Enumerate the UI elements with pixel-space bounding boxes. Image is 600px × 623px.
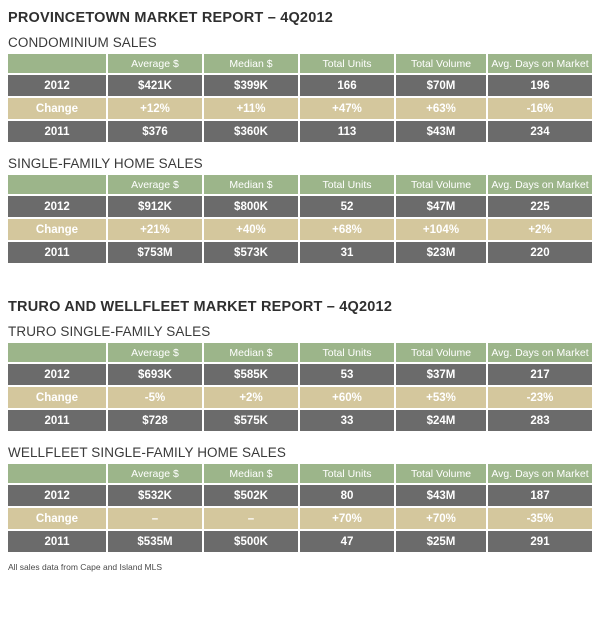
- table-row: [8, 194, 592, 217]
- cell-median: +2%: [204, 385, 300, 408]
- column-header-blank: [8, 343, 108, 362]
- cell-total-volume: $23M: [396, 240, 488, 263]
- cell-total-units: 33: [300, 408, 396, 431]
- column-header-days-on-market: Avg. Days on Market: [488, 464, 592, 483]
- cell-average: -5%: [108, 385, 204, 408]
- cell-median: –: [204, 506, 300, 529]
- table-row: [8, 408, 592, 431]
- cell-total-volume: $24M: [396, 408, 488, 431]
- row-label: 2011: [8, 240, 108, 263]
- cell-average: $376: [108, 119, 204, 142]
- column-header-median: Median $: [204, 464, 300, 483]
- table-row: [8, 362, 592, 385]
- cell-average: $912K: [108, 194, 204, 217]
- cell-median: $573K: [204, 240, 300, 263]
- cell-median: $360K: [204, 119, 300, 142]
- column-header-median: Median $: [204, 343, 300, 362]
- column-header-median: Median $: [204, 175, 300, 194]
- column-header-median: Median $: [204, 54, 300, 73]
- table-row: [8, 483, 592, 506]
- table-row: [8, 119, 592, 142]
- cell-average: $421K: [108, 73, 204, 96]
- row-label: 2012: [8, 483, 108, 506]
- footnote-data-source: All sales data from Cape and Island MLS: [8, 562, 163, 572]
- column-header-average: Average $: [108, 54, 204, 73]
- cell-median: $500K: [204, 529, 300, 552]
- section-title-single-family-home-sales: SINGLE-FAMILY HOME SALES: [8, 156, 203, 171]
- table-row: [8, 529, 592, 552]
- row-label: 2012: [8, 194, 108, 217]
- page-title: PROVINCETOWN MARKET REPORT – 4Q2012: [8, 10, 333, 26]
- cell-median: $502K: [204, 483, 300, 506]
- cell-average: $693K: [108, 362, 204, 385]
- cell-total-volume: $43M: [396, 483, 488, 506]
- row-label: 2011: [8, 408, 108, 431]
- table-header-row: [8, 343, 592, 362]
- cell-total-units: 166: [300, 73, 396, 96]
- cell-average: +12%: [108, 96, 204, 119]
- column-header-average: Average $: [108, 343, 204, 362]
- table-header-row: [8, 175, 592, 194]
- table-single-family-home-sales: [8, 175, 592, 263]
- cell-total-volume: +53%: [396, 385, 488, 408]
- column-header-days-on-market: Avg. Days on Market: [488, 54, 592, 73]
- cell-days-on-market: 217: [488, 362, 592, 385]
- cell-total-volume: $70M: [396, 73, 488, 96]
- table-header-row: [8, 464, 592, 483]
- row-label: 2011: [8, 529, 108, 552]
- cell-days-on-market: 187: [488, 483, 592, 506]
- table-header-row: [8, 54, 592, 73]
- row-label: 2011: [8, 119, 108, 142]
- column-header-total-units: Total Units: [300, 343, 396, 362]
- cell-days-on-market: -23%: [488, 385, 592, 408]
- cell-total-units: +70%: [300, 506, 396, 529]
- table-row-change: [8, 217, 592, 240]
- column-header-average: Average $: [108, 175, 204, 194]
- cell-days-on-market: 291: [488, 529, 592, 552]
- table-wellfleet-single-family-home-sales: [8, 464, 592, 552]
- cell-days-on-market: -16%: [488, 96, 592, 119]
- cell-average: $532K: [108, 483, 204, 506]
- column-header-blank: [8, 175, 108, 194]
- cell-total-units: 113: [300, 119, 396, 142]
- cell-total-units: 31: [300, 240, 396, 263]
- column-header-total-volume: Total Volume: [396, 175, 488, 194]
- column-header-average: Average $: [108, 464, 204, 483]
- cell-median: $585K: [204, 362, 300, 385]
- cell-days-on-market: 283: [488, 408, 592, 431]
- cell-median: $575K: [204, 408, 300, 431]
- cell-total-units: 80: [300, 483, 396, 506]
- section-title-condominium-sales: CONDOMINIUM SALES: [8, 35, 157, 50]
- column-header-blank: [8, 464, 108, 483]
- page-title-secondary: TRURO AND WELLFLEET MARKET REPORT – 4Q2012: [8, 299, 393, 315]
- cell-average: $728: [108, 408, 204, 431]
- section-divider: [0, 263, 600, 289]
- column-header-blank: [8, 54, 108, 73]
- cell-total-units: +60%: [300, 385, 396, 408]
- section-title-truro-single-family-sales: TRURO SINGLE-FAMILY SALES: [8, 324, 211, 339]
- row-label: 2012: [8, 73, 108, 96]
- cell-days-on-market: -35%: [488, 506, 592, 529]
- cell-total-units: +68%: [300, 217, 396, 240]
- cell-average: $753M: [108, 240, 204, 263]
- cell-median: +40%: [204, 217, 300, 240]
- cell-total-units: +47%: [300, 96, 396, 119]
- table-truro-single-family-sales: [8, 343, 592, 431]
- column-header-total-units: Total Units: [300, 54, 396, 73]
- cell-average: $535M: [108, 529, 204, 552]
- cell-median: $399K: [204, 73, 300, 96]
- cell-days-on-market: 225: [488, 194, 592, 217]
- table-condominium-sales: [8, 54, 592, 142]
- table-row: [8, 240, 592, 263]
- table-row-change: [8, 96, 592, 119]
- column-header-total-units: Total Units: [300, 175, 396, 194]
- cell-days-on-market: 220: [488, 240, 592, 263]
- cell-total-units: 52: [300, 194, 396, 217]
- cell-total-units: 47: [300, 529, 396, 552]
- section-title-wellfleet-single-family-home-sales: WELLFLEET SINGLE-FAMILY HOME SALES: [8, 445, 286, 460]
- row-label: 2012: [8, 362, 108, 385]
- table-row-change: [8, 506, 592, 529]
- row-label: Change: [8, 96, 108, 119]
- cell-median: +11%: [204, 96, 300, 119]
- cell-total-volume: +63%: [396, 96, 488, 119]
- cell-average: +21%: [108, 217, 204, 240]
- cell-days-on-market: 196: [488, 73, 592, 96]
- cell-days-on-market: +2%: [488, 217, 592, 240]
- column-header-total-volume: Total Volume: [396, 54, 488, 73]
- table-row-change: [8, 385, 592, 408]
- table-row: [8, 73, 592, 96]
- cell-average: –: [108, 506, 204, 529]
- cell-total-volume: +70%: [396, 506, 488, 529]
- cell-total-volume: $47M: [396, 194, 488, 217]
- column-header-total-volume: Total Volume: [396, 343, 488, 362]
- cell-total-volume: $43M: [396, 119, 488, 142]
- row-label: Change: [8, 385, 108, 408]
- row-label: Change: [8, 506, 108, 529]
- cell-days-on-market: 234: [488, 119, 592, 142]
- cell-total-volume: +104%: [396, 217, 488, 240]
- cell-median: $800K: [204, 194, 300, 217]
- column-header-days-on-market: Avg. Days on Market: [488, 343, 592, 362]
- row-label: Change: [8, 217, 108, 240]
- column-header-days-on-market: Avg. Days on Market: [488, 175, 592, 194]
- cell-total-volume: $25M: [396, 529, 488, 552]
- cell-total-units: 53: [300, 362, 396, 385]
- column-header-total-units: Total Units: [300, 464, 396, 483]
- column-header-total-volume: Total Volume: [396, 464, 488, 483]
- cell-total-volume: $37M: [396, 362, 488, 385]
- market-report-page: [0, 10, 600, 623]
